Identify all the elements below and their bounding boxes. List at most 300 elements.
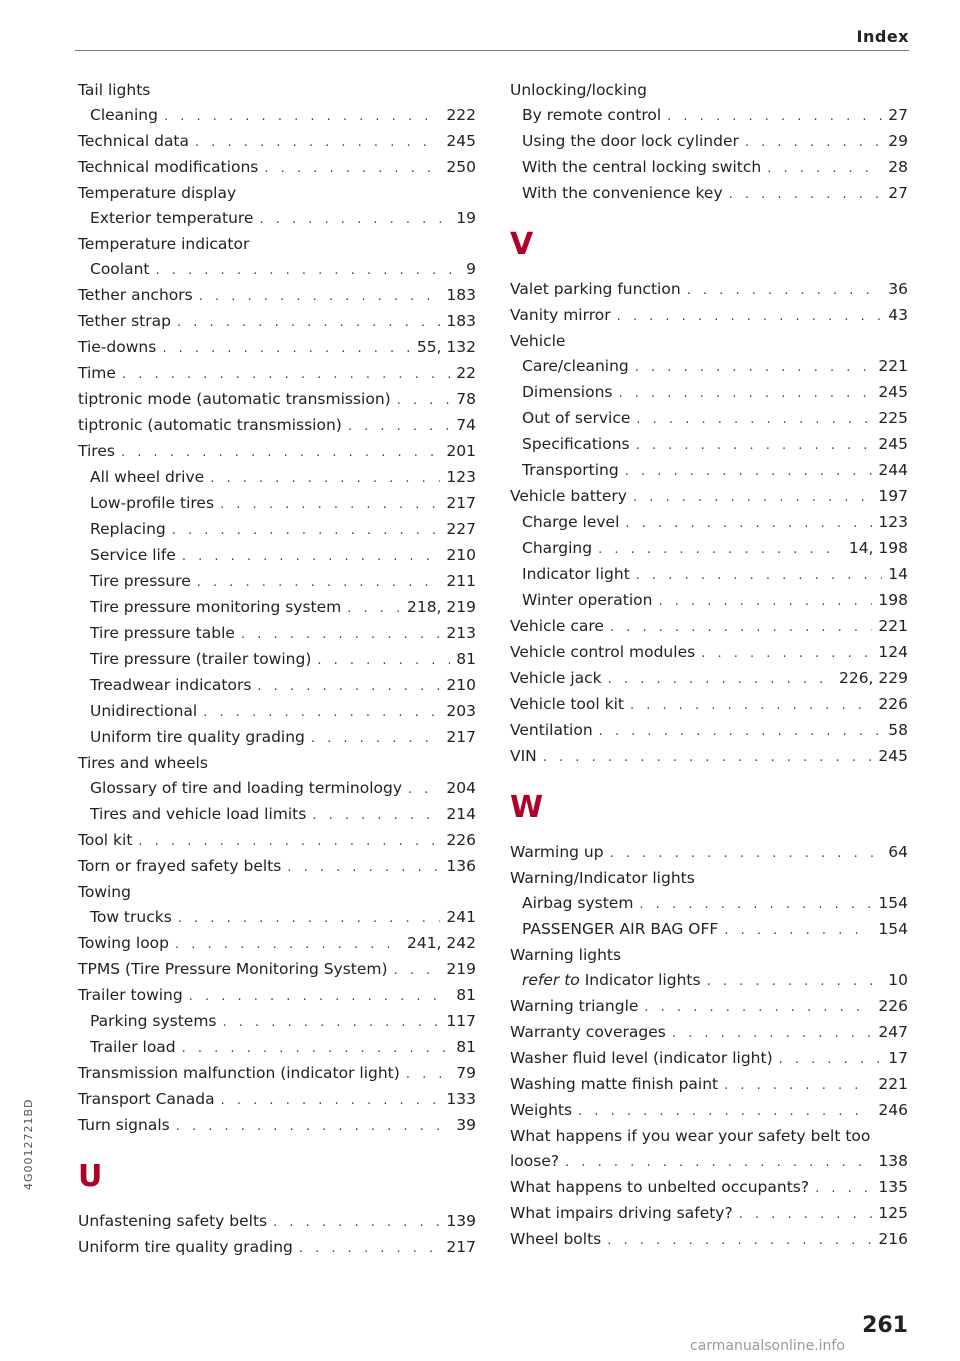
page-reference: 55, 132 [416, 338, 476, 356]
index-entry [510, 866, 908, 891]
index-subentry [78, 103, 476, 129]
index-subentry [510, 103, 908, 129]
index-entry [510, 1020, 908, 1046]
index-entry [510, 1175, 908, 1201]
leader-dots [199, 284, 441, 309]
page-reference: 9 [466, 260, 476, 278]
index-subentry [78, 569, 476, 595]
page-reference: 154 [878, 894, 908, 912]
header-divider [75, 50, 909, 51]
index-subentry [78, 802, 476, 828]
leader-dots [543, 745, 873, 770]
index-entry [78, 439, 476, 465]
index-term: All wheel drive [90, 468, 205, 486]
leader-dots [618, 381, 872, 406]
index-entry [78, 854, 476, 880]
page-reference: 226 [878, 997, 908, 1015]
page-reference: 43 [888, 306, 908, 324]
index-entry [78, 1061, 476, 1087]
page-reference: 123 [446, 468, 476, 486]
leader-dots [172, 518, 441, 543]
leader-dots [164, 104, 440, 129]
index-subentry [78, 257, 476, 283]
index-term: Uniform tire quality grading [90, 728, 305, 746]
leader-dots [724, 918, 872, 943]
index-term: Wheel bolts [510, 1230, 602, 1248]
index-term: With the central locking switch [522, 158, 762, 176]
index-subentry [510, 510, 908, 536]
leader-dots [182, 544, 441, 569]
page-reference: 27 [888, 106, 908, 124]
leader-dots [311, 726, 441, 751]
index-term-text: Indicator lights [584, 971, 701, 989]
index-entry [78, 387, 476, 413]
page-reference: 81 [456, 986, 476, 1004]
page-reference: 27 [888, 184, 908, 202]
index-term: Replacing [90, 520, 166, 538]
page-reference: 17 [888, 1049, 908, 1067]
page-reference: 245 [878, 435, 908, 453]
index-subentry [510, 380, 908, 406]
index-term: loose? [510, 1152, 560, 1170]
index-column-right [510, 78, 908, 1253]
index-term: Tire pressure monitoring system [90, 598, 342, 616]
page-reference: 201 [446, 442, 476, 460]
page-reference: 81 [456, 650, 476, 668]
index-term: Warning triangle [510, 997, 639, 1015]
leader-dots [162, 336, 411, 361]
index-entry [78, 413, 476, 439]
page-reference: 247 [878, 1023, 908, 1041]
index-entry [78, 931, 476, 957]
index-entry [510, 744, 908, 770]
leader-dots [197, 570, 441, 595]
page-reference: 198 [878, 591, 908, 609]
page-reference: 124 [878, 643, 908, 661]
index-term: Cleaning [90, 106, 158, 124]
index-column-left [78, 78, 476, 1261]
leader-dots [617, 304, 883, 329]
page-reference: 14, 198 [848, 539, 908, 557]
index-subentry [510, 562, 908, 588]
index-entry [510, 303, 908, 329]
leader-dots [636, 433, 873, 458]
page-reference: 213 [446, 624, 476, 642]
index-subentry [78, 699, 476, 725]
page-reference: 22 [456, 364, 476, 382]
index-term: With the convenience key [522, 184, 723, 202]
index-entry [510, 943, 908, 968]
page-reference: 29 [888, 132, 908, 150]
index-entry [510, 78, 908, 103]
index-entry [510, 692, 908, 718]
index-term: Using the door lock cylinder [522, 132, 739, 150]
leader-dots [633, 485, 872, 510]
index-subentry [78, 1035, 476, 1061]
index-term: Towing loop [78, 934, 170, 952]
index-term: Unlocking/locking [510, 81, 647, 99]
leader-dots [397, 388, 451, 413]
page-reference: 39 [456, 1116, 476, 1134]
index-term: Low-profile tires [90, 494, 215, 512]
page-reference: 221 [878, 1075, 908, 1093]
leader-dots [625, 511, 872, 536]
page-reference: 28 [888, 158, 908, 176]
leader-dots [635, 355, 873, 380]
index-entry [78, 335, 476, 361]
page-reference: 74 [456, 416, 476, 434]
leader-dots [610, 841, 883, 866]
leader-dots [658, 589, 872, 614]
index-term: Warranty coverages [510, 1023, 666, 1041]
page-reference: 219 [446, 960, 476, 978]
index-entry [78, 181, 476, 206]
index-term: Trailer towing [78, 986, 183, 1004]
index-entry [510, 614, 908, 640]
page-reference: 217 [446, 1238, 476, 1256]
index-subentry [78, 491, 476, 517]
leader-dots [348, 414, 450, 439]
index-term: What impairs driving safety? [510, 1204, 733, 1222]
index-term: TPMS (Tire Pressure Monitoring System) [78, 960, 388, 978]
page-header-title: Index [856, 27, 909, 46]
index-entry [510, 1149, 908, 1175]
leader-dots [610, 615, 872, 640]
index-subentry [510, 406, 908, 432]
leader-dots [394, 958, 441, 983]
index-term: Time [78, 364, 116, 382]
index-term: Parking systems [90, 1012, 217, 1030]
index-subentry [510, 917, 908, 943]
index-entry [78, 232, 476, 257]
index-subentry [78, 1009, 476, 1035]
index-term: Warning lights [510, 946, 622, 964]
index-term: Temperature display [78, 184, 237, 202]
index-term: Transport Canada [78, 1090, 215, 1108]
page-reference: 36 [888, 280, 908, 298]
page-reference: 138 [878, 1152, 908, 1170]
index-entry [78, 1235, 476, 1261]
index-term: Tool kit [78, 831, 133, 849]
index-term: PASSENGER AIR BAG OFF [522, 920, 719, 938]
page-reference: 245 [446, 132, 476, 150]
index-term: Charging [522, 539, 593, 557]
leader-dots [607, 1228, 872, 1253]
index-term: Tire pressure [90, 572, 191, 590]
leader-dots [625, 459, 873, 484]
index-term: Airbag system [522, 894, 634, 912]
index-term: Vehicle control modules [510, 643, 696, 661]
page-reference: 58 [888, 721, 908, 739]
page-reference: 183 [446, 312, 476, 330]
leader-dots [687, 278, 883, 303]
index-entry [78, 1113, 476, 1139]
leader-dots [667, 104, 882, 129]
page-reference: 246 [878, 1101, 908, 1119]
leader-dots [608, 667, 833, 692]
leader-dots [644, 995, 872, 1020]
page-reference: 245 [878, 383, 908, 401]
index-term: Tire pressure (trailer towing) [90, 650, 312, 668]
leader-dots [210, 466, 440, 491]
page-reference: 197 [878, 487, 908, 505]
index-subentry [510, 155, 908, 181]
index-term: Tires and wheels [78, 754, 208, 772]
leader-dots [578, 1099, 872, 1124]
index-term: Out of service [522, 409, 631, 427]
leader-dots [767, 156, 882, 181]
index-entry [78, 361, 476, 387]
page-reference: 123 [878, 513, 908, 531]
page-reference: 210 [446, 676, 476, 694]
page-reference: 225 [878, 409, 908, 427]
leader-dots [724, 1073, 872, 1098]
leader-dots [221, 1088, 441, 1113]
leader-dots [598, 537, 843, 562]
leader-dots [273, 1210, 440, 1235]
page-reference: 241, 242 [406, 934, 476, 952]
page-reference: 117 [446, 1012, 476, 1030]
index-subentry [78, 543, 476, 569]
index-term: Technical data [78, 132, 190, 150]
index-subentry [78, 647, 476, 673]
index-term: Tires [78, 442, 115, 460]
index-subentry [510, 968, 908, 994]
index-entry [510, 666, 908, 692]
cross-reference-prefix: refer to [522, 971, 580, 989]
index-entry [78, 751, 476, 776]
leader-dots [630, 693, 872, 718]
leader-dots [121, 440, 440, 465]
index-entry [78, 828, 476, 854]
page-reference: 227 [446, 520, 476, 538]
page-reference: 217 [446, 728, 476, 746]
page-reference: 81 [456, 1038, 476, 1056]
page-reference: 154 [878, 920, 908, 938]
index-entry [510, 1227, 908, 1253]
leader-dots [739, 1202, 873, 1227]
index-subentry [510, 891, 908, 917]
page-reference: 79 [456, 1064, 476, 1082]
page-reference: 226 [878, 695, 908, 713]
index-term: Temperature indicator [78, 235, 250, 253]
index-term: Coolant [90, 260, 150, 278]
page-reference: 139 [446, 1212, 476, 1230]
page-reference: 217 [446, 494, 476, 512]
index-entry [510, 1072, 908, 1098]
page-reference: 221 [878, 357, 908, 375]
index-term [522, 968, 701, 993]
index-subentry [510, 536, 908, 562]
leader-dots [287, 855, 440, 880]
index-entry [78, 880, 476, 905]
index-entry [78, 309, 476, 335]
page-reference: 221 [878, 617, 908, 635]
index-entry [510, 994, 908, 1020]
watermark: carmanualsonline.info [690, 1338, 845, 1354]
page-reference: 125 [878, 1204, 908, 1222]
leader-dots [264, 156, 440, 181]
index-term: Unidirectional [90, 702, 198, 720]
leader-dots [177, 310, 440, 335]
leader-dots [138, 829, 440, 854]
index-term: Indicator light [522, 565, 630, 583]
index-entry [510, 1098, 908, 1124]
leader-dots [639, 892, 872, 917]
index-term: Vehicle battery [510, 487, 627, 505]
page-reference: 10 [888, 971, 908, 989]
leader-dots [312, 803, 440, 828]
page-reference: 244 [878, 461, 908, 479]
index-term: Tires and vehicle load limits [90, 805, 307, 823]
page-reference: 214 [446, 805, 476, 823]
leader-dots [257, 674, 440, 699]
leader-dots [189, 984, 451, 1009]
index-term: Warning/Indicator lights [510, 869, 695, 887]
index-entry [510, 640, 908, 666]
index-subentry [78, 206, 476, 232]
page-reference: 226, 229 [838, 669, 908, 687]
index-term: Tether anchors [78, 286, 193, 304]
index-term: Transmission malfunction (indicator light) [78, 1064, 400, 1082]
leader-dots [701, 641, 872, 666]
index-subentry [78, 517, 476, 543]
leader-dots [779, 1047, 883, 1072]
page-reference: 14 [888, 565, 908, 583]
leader-dots [636, 563, 882, 588]
leader-dots [565, 1150, 872, 1175]
index-term: Torn or frayed safety belts [78, 857, 282, 875]
index-subentry [78, 621, 476, 647]
index-entry [78, 155, 476, 181]
page-reference: 78 [456, 390, 476, 408]
leader-dots [729, 182, 883, 207]
index-subentry [78, 465, 476, 491]
page-reference: 133 [446, 1090, 476, 1108]
leader-dots [347, 596, 401, 621]
index-term: Vanity mirror [510, 306, 611, 324]
index-entry [78, 957, 476, 983]
index-term: Weights [510, 1101, 573, 1119]
leader-dots [203, 700, 440, 725]
index-entry [510, 1201, 908, 1227]
index-term: By remote control [522, 106, 662, 124]
index-term: Vehicle care [510, 617, 604, 635]
document-code: 4G0012721BD [22, 1098, 35, 1190]
index-entry [78, 1209, 476, 1235]
leader-dots [182, 1036, 451, 1061]
index-term: Tie-downs [78, 338, 157, 356]
index-term: Towing [78, 883, 131, 901]
leader-dots [745, 130, 882, 155]
index-term: Ventilation [510, 721, 593, 739]
leader-dots [175, 932, 401, 957]
index-subentry [78, 595, 476, 621]
index-term: Turn signals [78, 1116, 170, 1134]
index-subentry [510, 432, 908, 458]
leader-dots [707, 969, 883, 994]
index-subentry [510, 588, 908, 614]
index-term: tiptronic (automatic transmission) [78, 416, 342, 434]
leader-dots [220, 492, 440, 517]
index-term: Exterior temperature [90, 209, 254, 227]
leader-dots [241, 622, 440, 647]
page-reference: 183 [446, 286, 476, 304]
index-letter-w: W [510, 790, 544, 825]
index-term: Trailer load [90, 1038, 176, 1056]
leader-dots [815, 1176, 872, 1201]
index-term: Washer fluid level (indicator light) [510, 1049, 773, 1067]
index-subentry [510, 181, 908, 207]
index-subentry [510, 458, 908, 484]
index-term: Transporting [522, 461, 619, 479]
index-entry [78, 983, 476, 1009]
index-term: Charge level [522, 513, 620, 531]
index-entry [78, 1087, 476, 1113]
index-term: Service life [90, 546, 176, 564]
index-term: Valet parking function [510, 280, 681, 298]
leader-dots [259, 207, 450, 232]
page-reference: 245 [878, 747, 908, 765]
index-term: Winter operation [522, 591, 653, 609]
leader-dots [299, 1236, 441, 1261]
index-term: Tow trucks [90, 908, 172, 926]
index-letter-u: U [78, 1159, 103, 1194]
leader-dots [599, 719, 883, 744]
index-term: VIN [510, 747, 537, 765]
page-reference: 218, 219 [406, 598, 476, 616]
page-reference: 64 [888, 843, 908, 861]
index-subentry [78, 776, 476, 802]
index-term: Technical modifications [78, 158, 259, 176]
index-term: Warming up [510, 843, 604, 861]
leader-dots [176, 1114, 451, 1139]
index-entry [510, 484, 908, 510]
index-entry [510, 277, 908, 303]
index-subentry [78, 905, 476, 931]
index-term: Treadwear indicators [90, 676, 252, 694]
index-term: Vehicle jack [510, 669, 602, 687]
page-reference: 211 [446, 572, 476, 590]
page-reference: 250 [446, 158, 476, 176]
index-subentry [78, 673, 476, 699]
index-entry [510, 1124, 908, 1149]
index-term: Uniform tire quality grading [78, 1238, 293, 1256]
index-subentry [78, 725, 476, 751]
index-entry [78, 283, 476, 309]
page-reference: 136 [446, 857, 476, 875]
index-term: What happens if you wear your safety belt too [510, 1127, 871, 1145]
leader-dots [195, 130, 440, 155]
index-term: Tire pressure table [90, 624, 235, 642]
leader-dots [408, 777, 440, 802]
index-entry [78, 78, 476, 103]
index-entry [78, 129, 476, 155]
index-term: Specifications [522, 435, 630, 453]
index-term: Tail lights [78, 81, 151, 99]
index-term: Dimensions [522, 383, 613, 401]
index-term: Vehicle [510, 332, 566, 350]
index-entry [510, 329, 908, 354]
page-number: 261 [862, 1313, 908, 1338]
leader-dots [178, 906, 441, 931]
page-reference: 241 [446, 908, 476, 926]
leader-dots [122, 362, 450, 387]
page-reference: 204 [446, 779, 476, 797]
index-subentry [510, 129, 908, 155]
leader-dots [156, 258, 461, 283]
index-term: tiptronic mode (automatic transmission) [78, 390, 391, 408]
